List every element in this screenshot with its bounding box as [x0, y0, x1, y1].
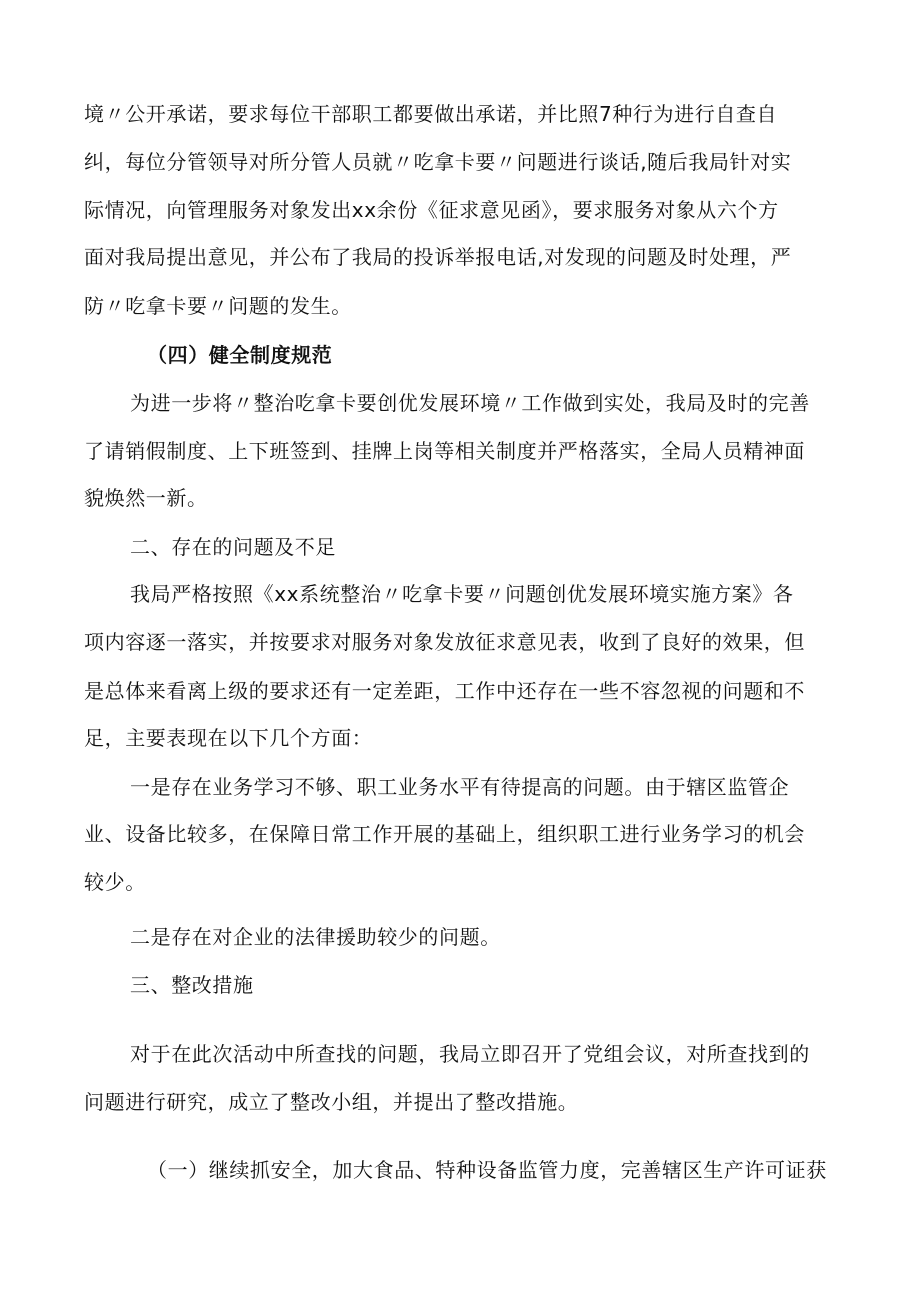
paragraph-line: 为进一步将〃整治吃拿卡要创优发展环境〃工作做到实处，我局及时的完善 [130, 391, 810, 415]
paragraph-line: 境〃公开承诺，要求每位干部职工都要做出承诺，并比照7种行为进行自查自 [84, 102, 778, 126]
paragraph-line: 际情况，向管理服务对象发出xx余份《征求意见函》，要求服务对象从六个方 [84, 198, 779, 222]
paragraph-line: 了请销假制度、上下班签到、挂牌上岗等相关制度并严格落实，全局人员精神面 [84, 439, 805, 463]
section-heading: （四）健全制度规范 [147, 343, 333, 367]
paragraph-line: 是总体来看离上级的要求还有一定差距，工作中还存在一些不容忽视的问题和不 [84, 679, 805, 703]
paragraph-line: 较少。 [84, 870, 146, 894]
paragraph-line: 防〃吃拿卡要〃问题的发生。 [84, 294, 352, 318]
section-heading: 三、整改措施 [130, 973, 254, 997]
paragraph-line: （一）继续抓安全，加大食品、特种设备监管力度，完善辖区生产许可证获 [147, 1158, 827, 1182]
paragraph-line: 面对我局提出意见，并公布了我局的投诉举报电话,对发现的问题及时处理，严 [84, 245, 792, 269]
paragraph-line: 纠，每位分管领导对所分管人员就〃吃拿卡要〃问题进行谈话,随后我局针对实 [84, 150, 792, 174]
paragraph-line: 足，主要表现在以下几个方面： [84, 726, 373, 750]
paragraph-line: 我局严格按照《xx系统整治〃吃拿卡要〃问题创优发展环境实施方案》各 [130, 582, 794, 606]
paragraph-line: 二是存在对企业的法律援助较少的问题。 [130, 925, 501, 949]
paragraph-line: 问题进行研究，成立了整改小组，并提出了整改措施。 [84, 1090, 579, 1114]
paragraph-line: 貌焕然一新。 [84, 486, 208, 510]
paragraph-line: 对于在此次活动中所查找的问题，我局立即召开了党组会议，对所查找到的 [130, 1042, 810, 1066]
paragraph-line: 一是存在业务学习不够、职工业务水平有待提高的问题。由于辖区监管企 [130, 775, 790, 799]
paragraph-line: 项内容逐一落实，并按要求对服务对象发放征求意见表，收到了良好的效果，但 [84, 630, 805, 654]
section-heading: 二、存在的问题及不足 [130, 535, 336, 559]
paragraph-line: 业、设备比较多，在保障日常工作开展的基础上，组织职工进行业务学习的机会 [84, 822, 805, 846]
